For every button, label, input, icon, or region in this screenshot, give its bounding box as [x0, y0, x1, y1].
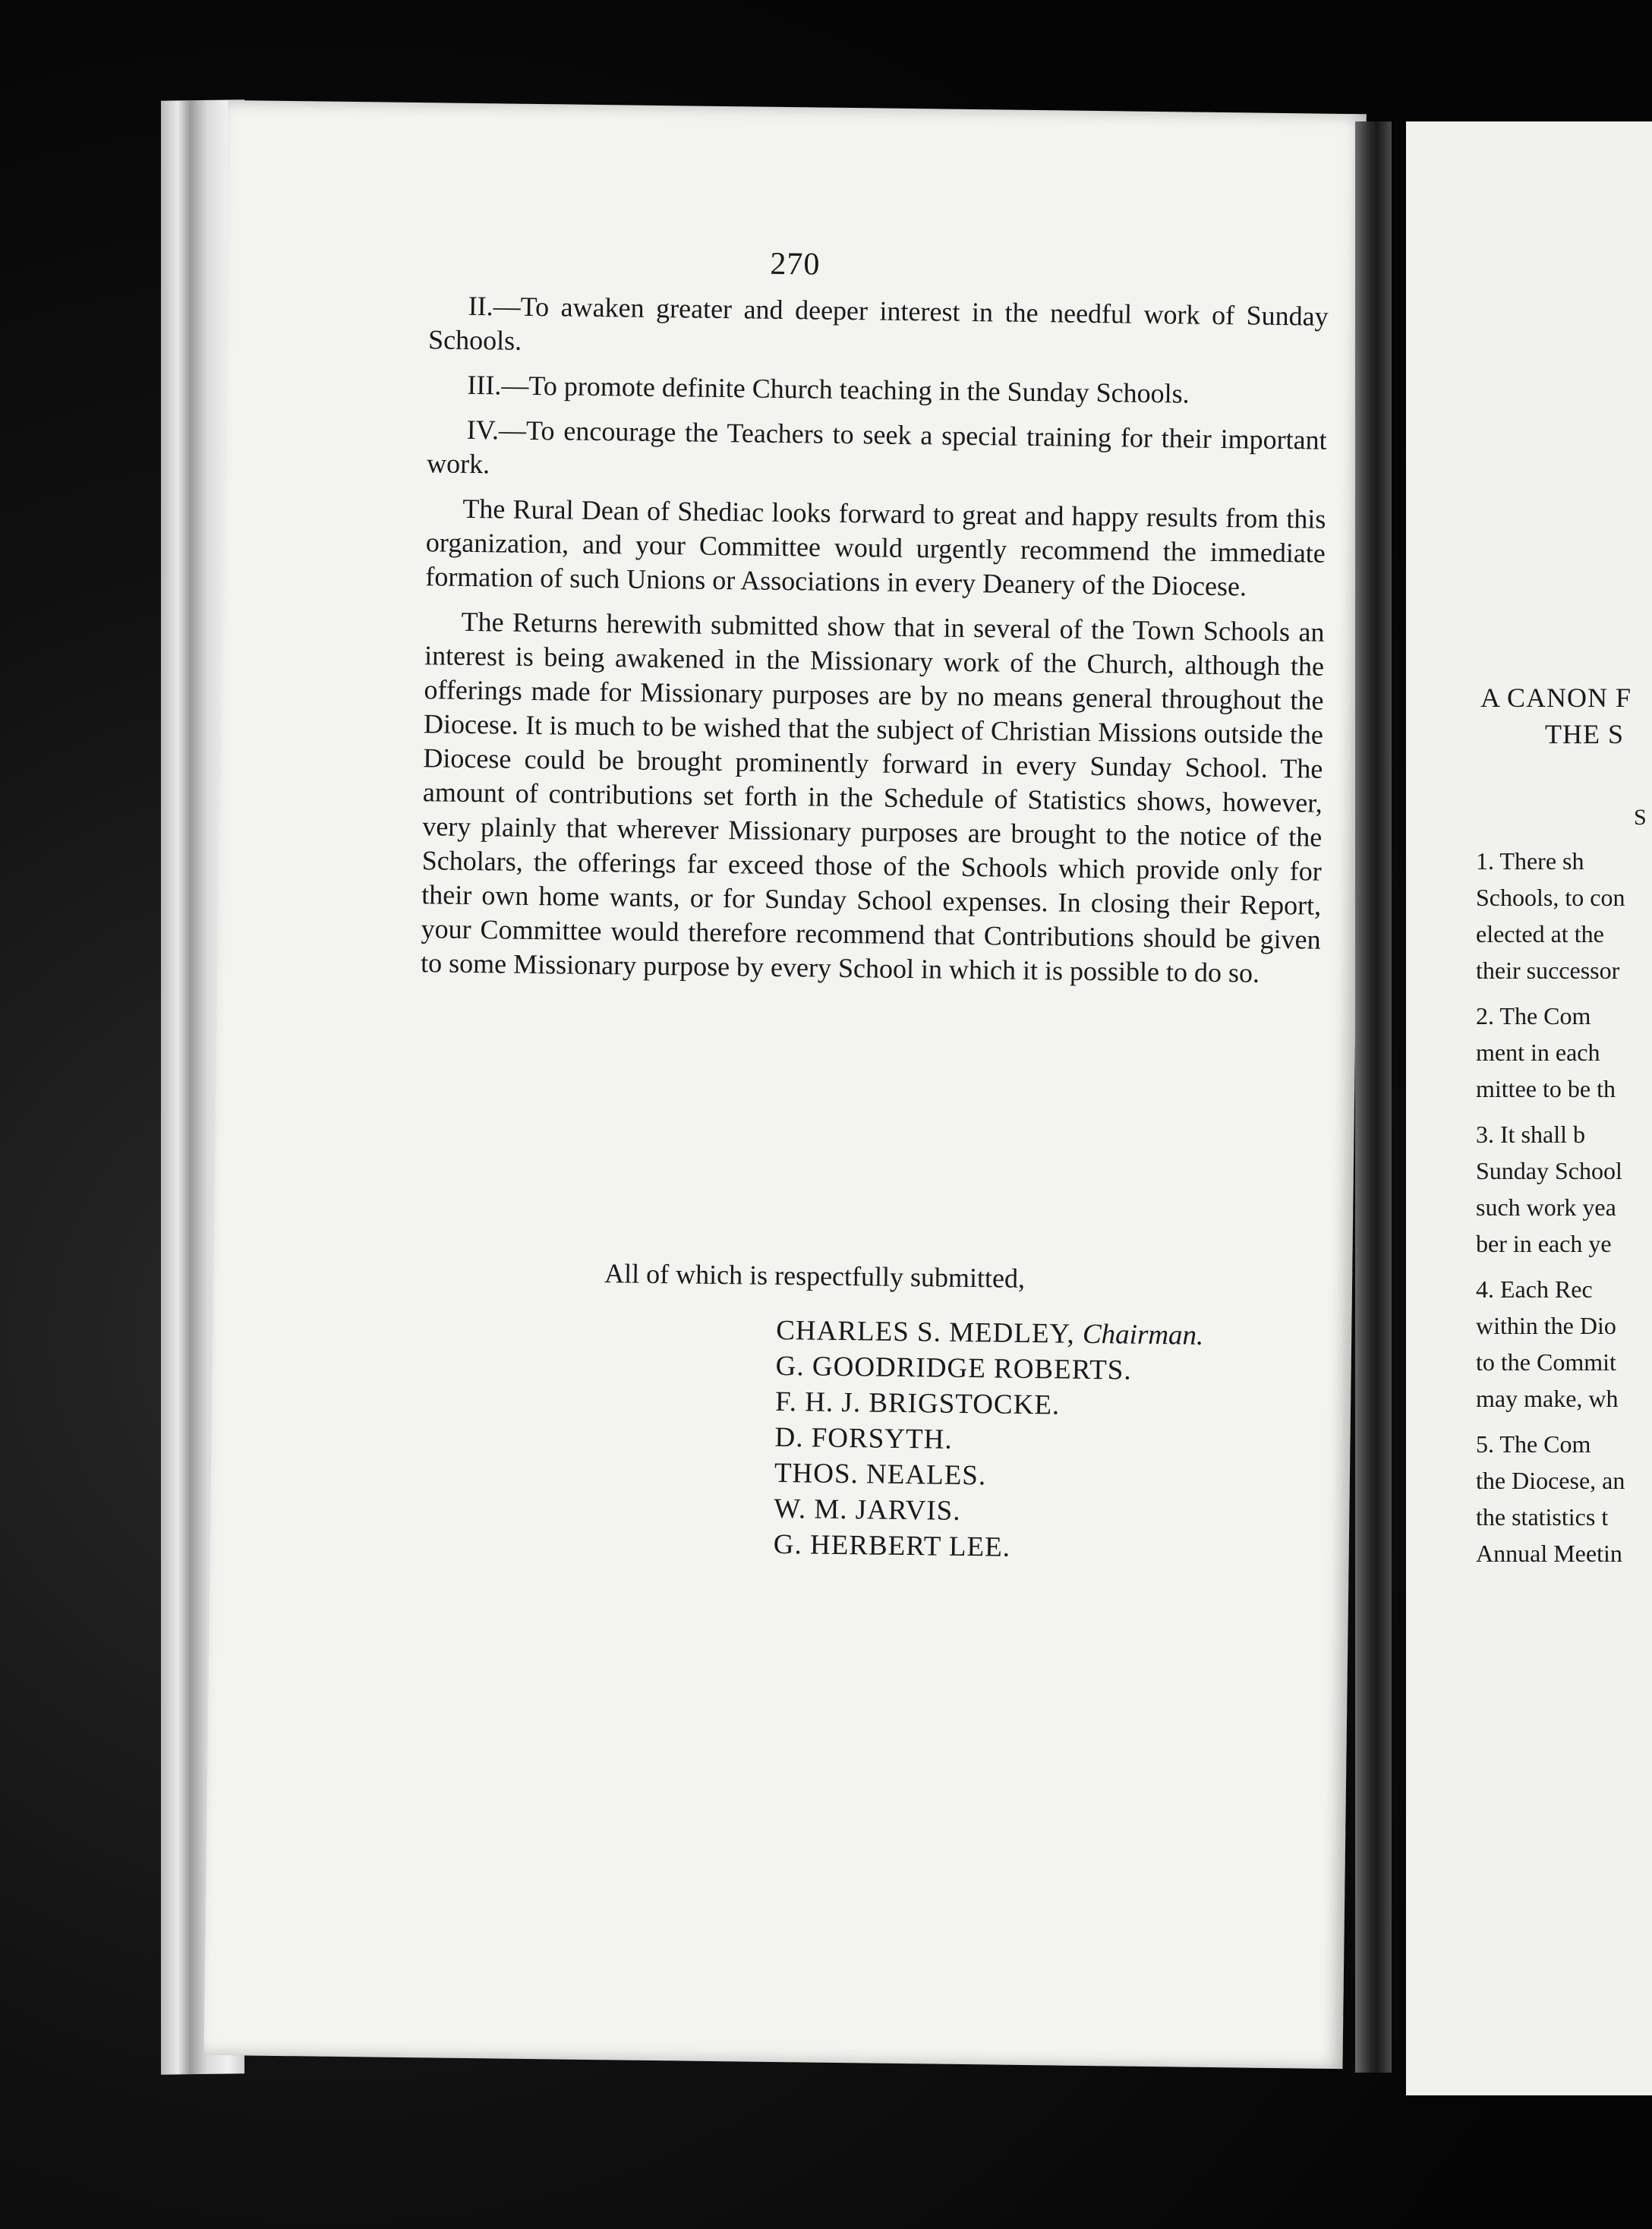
signatory: D. FORSYTH. — [774, 1421, 953, 1455]
text-line: within the Dio — [1476, 1312, 1616, 1339]
page-number: 270 — [770, 246, 821, 282]
text-line: Schools, to con — [1476, 884, 1625, 911]
paragraph-rural-dean: The Rural Dean of Shediac looks forward to great and happy results from this organization, and your Committee would urgently recommend the immediate formation of such Unions or Associations in every Deanery of the Diocese. — [425, 493, 1326, 602]
signatory: W. M. JARVIS. — [774, 1493, 961, 1527]
closing-line: All of which is respectfully submitted, — [604, 1258, 1026, 1294]
right-page — [1406, 121, 1652, 2095]
text-line: ber in each ye — [1476, 1230, 1612, 1257]
signatory: G. GOODRIDGE ROBERTS. — [775, 1350, 1132, 1386]
text-line: their successor — [1476, 957, 1620, 984]
text-line: Annual Meetin — [1476, 1540, 1622, 1567]
signatory: G. HERBERT LEE. — [773, 1528, 1011, 1563]
text-line: ment in each — [1476, 1039, 1600, 1066]
item-iv: IV.—To encourage the Teachers to seek a special training for their important work. — [426, 414, 1327, 480]
item-ii: II.—To awaken greater and deeper interest in the needful work of Sunday Schools. — [427, 290, 1329, 356]
left-page — [204, 100, 1367, 2069]
text-line: to the Commit — [1476, 1348, 1616, 1376]
signatories — [774, 1313, 1204, 1568]
text-line: the Diocese, an — [1476, 1467, 1625, 1494]
heading-line: THE S — [1545, 719, 1624, 749]
report-body — [421, 288, 1329, 1001]
heading-line: A CANON F — [1480, 683, 1632, 713]
text-line: 1. There sh — [1476, 847, 1584, 875]
text-line: 2. The Com — [1476, 1002, 1591, 1029]
text-line: 3. It shall b — [1476, 1121, 1585, 1148]
paragraph-returns: The Returns herewith submitted show that in several of the Town Schools an interest is being awakened in the Missionary work of the Church, although the offerings made for Missionary purposes are by no means general throughout the Diocese. It is much to be wished that the subject of Christian Missions outside the Diocese could be brought prominently forward in every Sunday School. The amount of contributions set forth in the Schedule of Statistics shows, however, very plainly that wherever Missionary purposes are brought to the notice of the Scholars, the offerings far exceed those of the Schools which provide only for their own home wants, or for Sunday School expenses. In closing their Report, your Committee would therefore recommend that Contributions should be given to some Missionary purpose by every School in which it is possible to do so. — [420, 606, 1325, 988]
signatory-name: CHARLES S. MEDLEY, — [776, 1314, 1076, 1350]
right-page-text — [1476, 843, 1652, 1572]
section-mark: S — [1634, 805, 1647, 830]
signatory: F. H. J. BRIGSTOCKE. — [774, 1386, 1061, 1421]
item-iii: III.—To promote definite Church teaching in the Sunday Schools. — [467, 369, 1190, 409]
book-gutter — [1355, 121, 1392, 2073]
text-line: elected at the — [1476, 920, 1604, 947]
text-line: may make, wh — [1476, 1385, 1619, 1412]
signatory-chairman — [776, 1313, 1204, 1354]
signatory-role: Chairman. — [1082, 1318, 1204, 1351]
text-line: Sunday School — [1476, 1157, 1622, 1184]
text-line: such work yea — [1476, 1193, 1616, 1221]
text-line: mittee to be th — [1476, 1075, 1616, 1102]
text-line: 4. Each Rec — [1476, 1275, 1593, 1303]
text-line: the statistics t — [1476, 1503, 1609, 1531]
signatory: THOS. NEALES. — [774, 1457, 987, 1492]
right-page-heading — [1480, 679, 1632, 752]
text-line: 5. The Com — [1476, 1430, 1591, 1458]
